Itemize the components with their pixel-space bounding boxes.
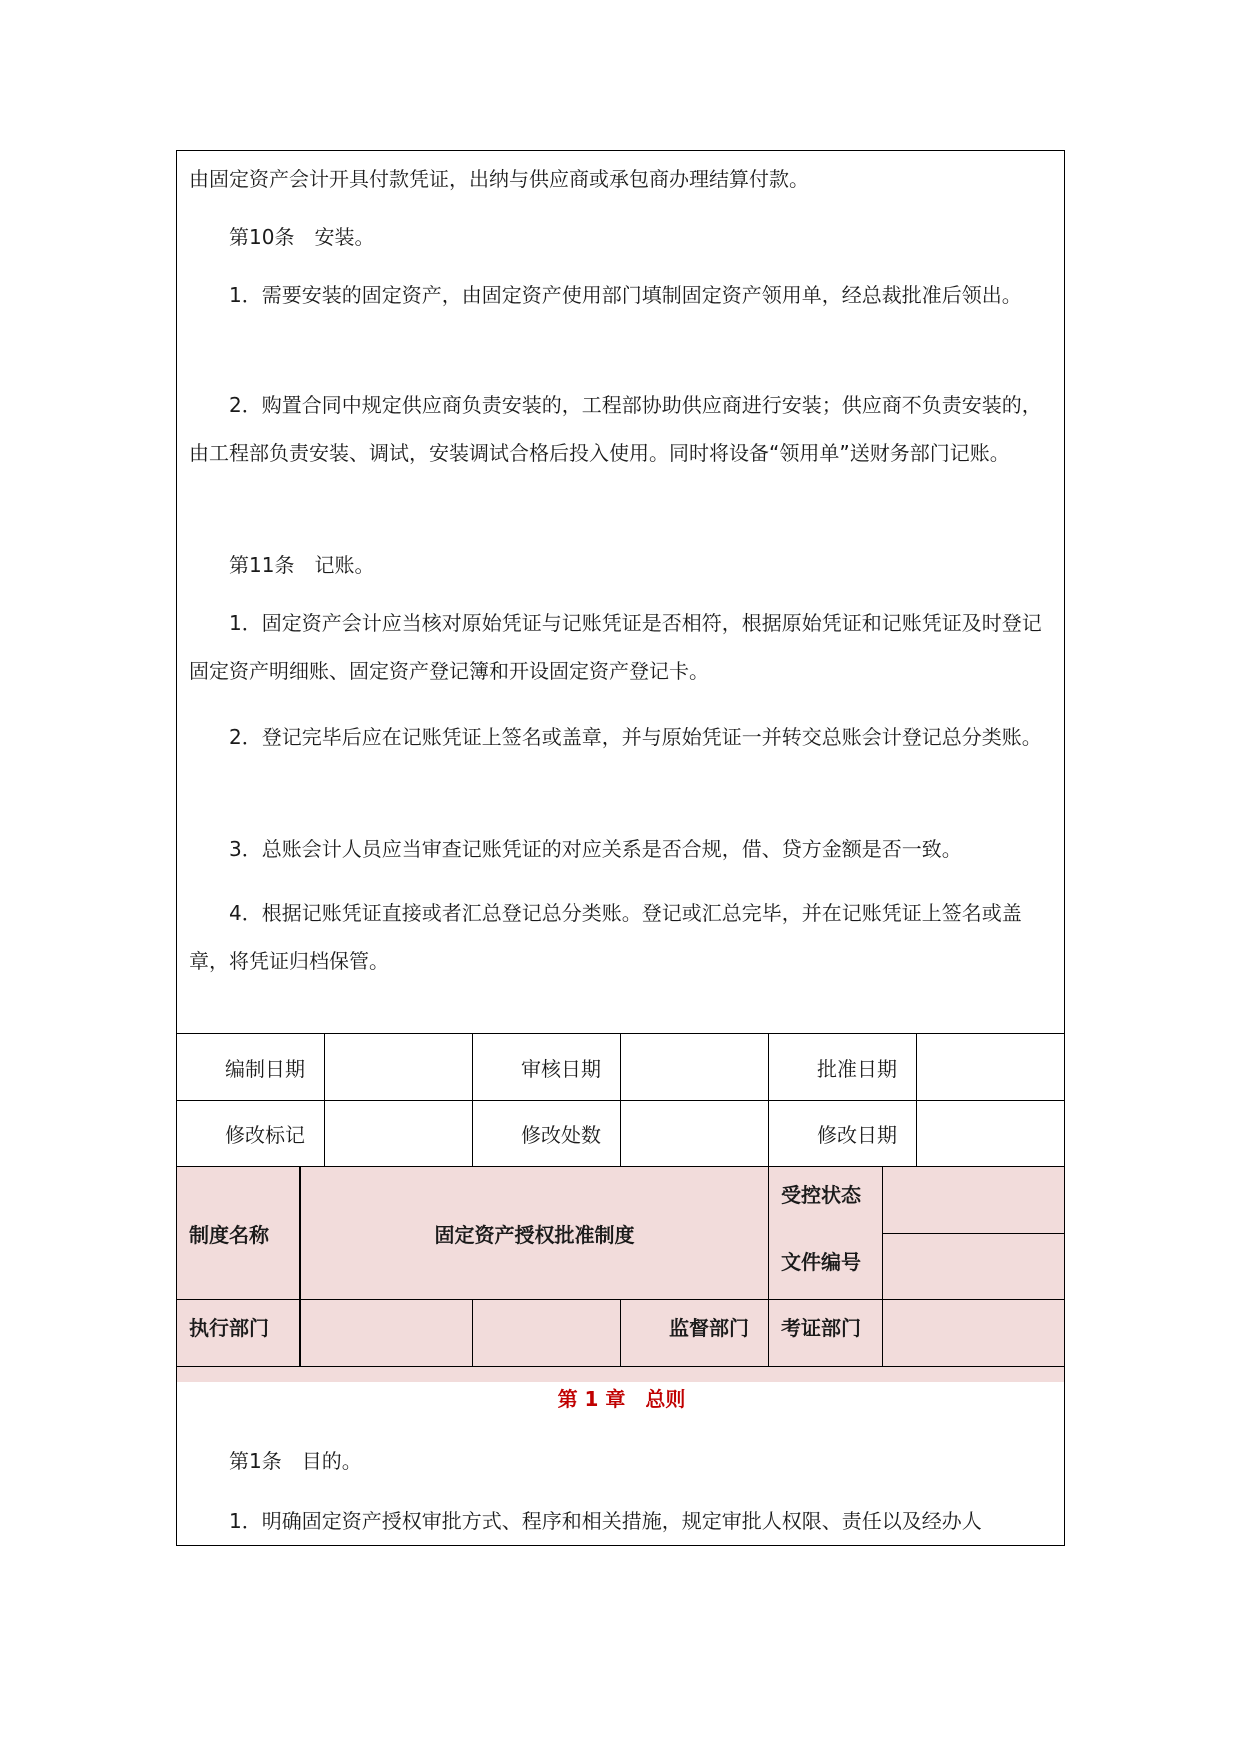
top-text-block <box>189 155 1059 989</box>
header-col-divider-6 <box>882 1299 883 1366</box>
article-10-item-2: 2．购置合同中规定供应商负责安装的，工程部协助供应商进行安装；供应商不负责安装的，由工程部负责安装、调试，安装调试合格后投入使用。同时将设备“领用单”送财务部门记账。 <box>189 393 1042 465</box>
revision-count-label: 修改处数 <box>521 1123 601 1147</box>
header-right-row-divider <box>882 1233 1064 1234</box>
article-11-item-4: 4．根据记账凭证直接或者汇总登记总分类账。登记或汇总完毕，并在记账凭证上签名或盖章，将凭证归档保管。 <box>189 901 1022 973</box>
file-number-label: 文件编号 <box>781 1250 861 1274</box>
revision-mark-label: 修改标记 <box>225 1123 305 1147</box>
document-frame <box>176 150 1065 1546</box>
review-date-label: 审核日期 <box>521 1056 601 1081</box>
exec-dept-label: 执行部门 <box>189 1315 269 1340</box>
paragraph-1: 由固定资产会计开具付款凭证，出纳与供应商或承包商办理结算付款。 <box>189 167 809 191</box>
compile-date-label: 编制日期 <box>225 1056 305 1081</box>
article-1-heading: 第1条 目的。 <box>229 1449 362 1473</box>
revision-date-label: 修改日期 <box>817 1123 897 1147</box>
bottom-text-block <box>189 1437 1059 1545</box>
article-11-heading: 第11条 记账。 <box>229 553 375 577</box>
system-name-label: 制度名称 <box>189 1222 269 1247</box>
article-11-item-3: 3．总账会计人员应当审查记账凭证的对应关系是否合规，借、贷方金额是否一致。 <box>229 837 962 861</box>
header-table-bottom-border <box>177 1366 1064 1367</box>
approve-date-label: 批准日期 <box>817 1056 897 1081</box>
article-1-item-1: 1．明确固定资产授权审批方式、程序和相关措施，规定审批人权限、责任以及经办人 <box>229 1509 982 1533</box>
meta-col-divider-5 <box>916 1033 917 1166</box>
meta-col-divider-3 <box>620 1033 621 1166</box>
article-10-heading: 第10条 安装。 <box>229 225 375 249</box>
meta-col-divider-1 <box>324 1033 325 1166</box>
verify-dept-label: 考证部门 <box>781 1315 861 1340</box>
chapter-title: 第 1 章 总则 <box>557 1387 686 1411</box>
control-status-label: 受控状态 <box>781 1183 861 1207</box>
article-10-item-1: 1．需要安装的固定资产，由固定资产使用部门填制固定资产领用单，经总裁批准后领出。 <box>229 283 1022 307</box>
article-11-item-1: 1．固定资产会计应当核对原始凭证与记账凭证是否相符，根据原始凭证和记账凭证及时登记固定资产明细账、固定资产登记簿和开设固定资产登记卡。 <box>189 611 1042 683</box>
header-col-divider-4 <box>472 1299 473 1366</box>
system-name-value: 固定资产授权批准制度 <box>434 1222 635 1247</box>
article-11-item-2: 2．登记完毕后应在记账凭证上签名或盖章，并与原始凭证一并转交总账会计登记总分类账。 <box>229 725 1042 749</box>
supervise-dept-label: 监督部门 <box>669 1315 749 1340</box>
header-col-divider-3 <box>882 1167 883 1300</box>
